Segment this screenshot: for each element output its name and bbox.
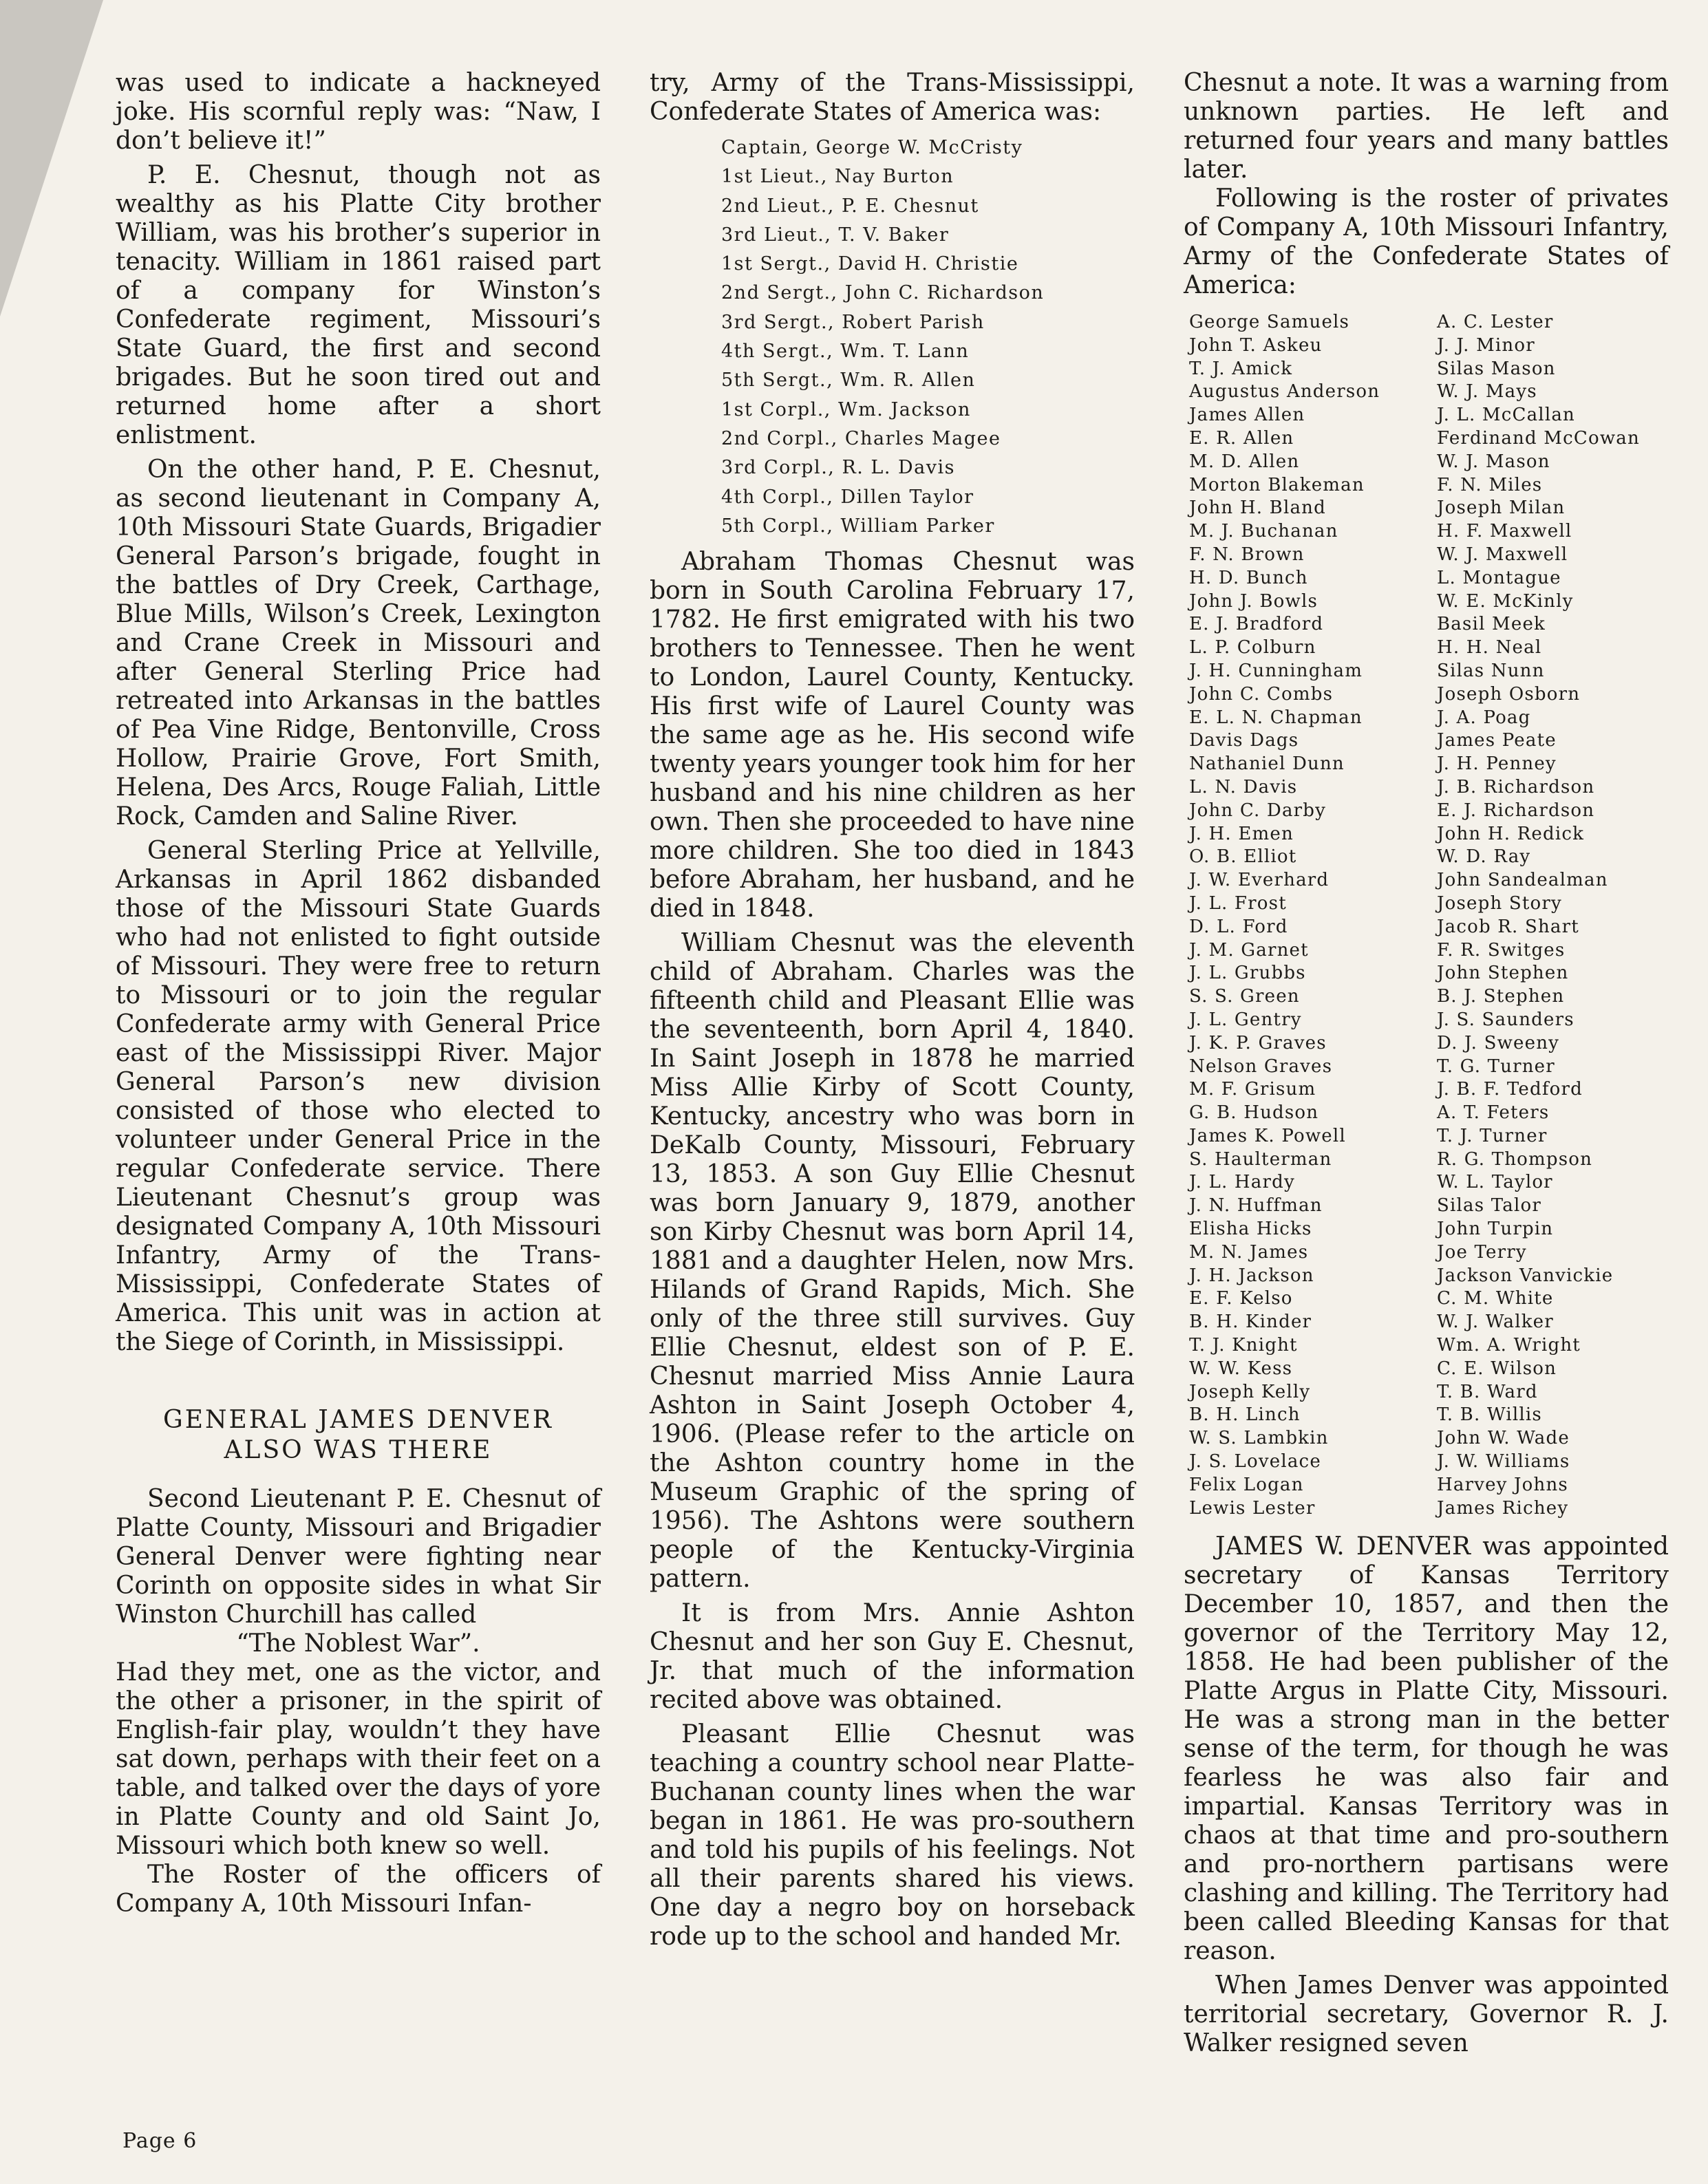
- roster-name: S. S. Green: [1189, 986, 1300, 1007]
- roster-name: J. A. Poag: [1437, 707, 1531, 728]
- roster-name: W. S. Lambkin: [1189, 1428, 1329, 1449]
- roster-name: J. K. P. Graves: [1189, 1032, 1327, 1053]
- roster-name: E. J. Richardson: [1437, 800, 1595, 821]
- roster-name: Joseph Osborn: [1437, 683, 1581, 705]
- paragraph: JAMES W. DENVER was appointed secretary of Kansas Territory December 10, 1857, and then the governor of the Territory May 12, 1858. He had been publisher of the Platte Argus in Platte City, Missouri. He was a strong man in the better sense of the term, for though he was fearless he was also fair and impartial. Kansas Territory was in chaos at that time and pro-southern and pro-northern partisans were clashing and killing. The Territory had been called Bleeding Kansas for that reason.: [1184, 1532, 1669, 1966]
- roster-name: T. G. Turner: [1437, 1056, 1555, 1077]
- text-column-3: [1184, 69, 1669, 2058]
- roster-name: Davis Dags: [1189, 730, 1299, 751]
- paragraph: It is from Mrs. Annie Ashton Chesnut and her son Guy E. Chesnut, Jr. that much of the information recited above was obtained.: [650, 1599, 1135, 1715]
- roster-name: J. B. Richardson: [1437, 776, 1595, 797]
- roster-name: A. C. Lester: [1437, 312, 1554, 332]
- roster-name: T. B. Ward: [1437, 1381, 1538, 1402]
- roster-name: Joseph Story: [1437, 892, 1562, 914]
- roster-name: J. H. Emen: [1189, 823, 1294, 844]
- roster-name: J. L. Hardy: [1189, 1172, 1295, 1193]
- roster-name: John C. Darby: [1189, 800, 1327, 821]
- spacer: [116, 1357, 601, 1405]
- roster-name: Jacob R. Shart: [1437, 916, 1579, 937]
- roster-name: W. D. Ray: [1437, 846, 1531, 868]
- roster-name: F. R. Switges: [1437, 939, 1566, 961]
- roster-name: R. G. Thompson: [1437, 1148, 1593, 1170]
- officer-entry: 3rd Corpl., R. L. Davis: [721, 457, 956, 479]
- roster-name: D. J. Sweeny: [1437, 1032, 1560, 1053]
- officer-entry: 1st Corpl., Wm. Jackson: [721, 398, 971, 420]
- roster-name: James Peate: [1437, 730, 1557, 751]
- roster-name: W. W. Kess: [1189, 1358, 1293, 1379]
- roster-name: John H. Bland: [1189, 497, 1326, 519]
- roster-name: John C. Combs: [1189, 683, 1334, 705]
- roster-name: Silas Talor: [1437, 1195, 1541, 1217]
- section-heading-line-1: GENERAL JAMES DENVER: [163, 1406, 553, 1434]
- roster-name: F. N. Miles: [1437, 474, 1543, 495]
- roster-name: James Allen: [1189, 405, 1305, 426]
- roster-name: W. E. McKinly: [1437, 590, 1574, 612]
- roster-name: J. H. Penney: [1437, 753, 1557, 775]
- paragraph: Pleasant Ellie Chesnut was teaching a country school near Platte-Buchanan county lines when the war began in 1861. He was pro-southern and told his pupils of his feelings. Not all their parents shared his views. One day a negro boy on horseback rode up to the school and handed Mr.: [650, 1720, 1135, 1951]
- roster-name: W. J. Maxwell: [1437, 544, 1568, 565]
- paragraph: try, Army of the Trans-Mississippi, Confederate States of America was:: [650, 69, 1135, 126]
- roster-name: E. R. Allen: [1189, 427, 1294, 449]
- roster-name: Silas Nunn: [1437, 660, 1545, 681]
- officer-entry: 2nd Lieut., P. E. Chesnut: [721, 195, 979, 217]
- roster-name: M. F. Grisum: [1189, 1079, 1316, 1100]
- roster-name: J. M. Garnet: [1189, 939, 1309, 961]
- roster-name: J. W. Everhard: [1189, 870, 1330, 891]
- roster-name: B. H. Kinder: [1189, 1312, 1312, 1333]
- roster-name: J. W. Williams: [1437, 1451, 1570, 1473]
- officer-entry: 3rd Sergt., Robert Parish: [721, 311, 985, 333]
- roster-name: Ferdinand McCowan: [1437, 427, 1640, 449]
- roster-name: Nelson Graves: [1189, 1056, 1333, 1077]
- roster-name: J. L. McCallan: [1437, 405, 1575, 426]
- roster-name: L. P. Colburn: [1189, 637, 1316, 659]
- roster-name: Joseph Kelly: [1189, 1381, 1311, 1402]
- roster-name: John J. Bowls: [1189, 590, 1319, 612]
- paragraph: When James Denver was appointed territorial secretary, Governor R. J. Walker resigned seven: [1184, 1971, 1669, 2058]
- officer-entry: 5th Sergt., Wm. R. Allen: [721, 370, 976, 392]
- paragraph: On the other hand, P. E. Chesnut, as second lieutenant in Company A, 10th Missouri State Guards, Brigadier General Parson’s brigade, fought in the battles of Dry Creek, Carthage, Blue Mills, Wilson’s Creek, Lexington and Crane Creek in Missouri and after General Sterling Price had retreated into Arkansas in the battles of Pea Vine Ridge, Bentonville, Cross Hollow, Prairie Grove, Fort Smith, Helena, Des Arcs, Rouge Faliah, Little Rock, Camden and Saline River.: [116, 456, 601, 831]
- roster-name: H. F. Maxwell: [1437, 521, 1572, 542]
- roster-name: John Turpin: [1437, 1219, 1554, 1240]
- roster-name: W. J. Mays: [1437, 381, 1537, 403]
- roster-name: Silas Mason: [1437, 358, 1556, 379]
- roster-name: C. E. Wilson: [1437, 1358, 1557, 1379]
- roster-name: W. J. Mason: [1437, 451, 1550, 472]
- roster-name: James Richey: [1437, 1497, 1569, 1519]
- paragraph: William Chesnut was the eleventh child of Abraham. Charles was the fifteenth child and Pleasant Ellie was the seventeenth, born April 4, 1840. In Saint Joseph in 1878 he married Miss Allie Kirby of Scott County, Kentucky, ancestry who was born in DeKalb County, Missouri, February 13, 1853. A son Guy Ellie Chesnut was born January 9, 1879, another son Kirby Chesnut was born April 14, 1881 and a daughter Helen, now Mrs. Hilands of Grand Rapids, Mich. She only of the three still survives. Guy Ellie Chesnut, eldest son of P. E. Chesnut married Miss Annie Laura Ashton in Saint Joseph October 4, 1906. (Please refer to the article on the Ashton country home in the Museum Graphic of the spring of 1956). The Ashtons were southern people of the Kentucky-Virginia pattern.: [650, 929, 1135, 1594]
- roster-name: John T. Askeu: [1189, 334, 1323, 356]
- roster-name: J. N. Huffman: [1189, 1195, 1323, 1217]
- roster-name: Augustus Anderson: [1189, 381, 1380, 403]
- roster-name: Nathaniel Dunn: [1189, 753, 1345, 775]
- roster-name: M. J. Buchanan: [1189, 521, 1338, 542]
- roster-name: James K. Powell: [1189, 1125, 1346, 1146]
- page-number: Page 6: [122, 2129, 198, 2153]
- roster-name: Joe Terry: [1437, 1241, 1527, 1263]
- roster-name: T. J. Turner: [1437, 1125, 1548, 1146]
- roster-name: Lewis Lester: [1189, 1497, 1316, 1519]
- text-column-2: [650, 69, 1135, 1951]
- paragraph: Following is the roster of privates of Company A, 10th Missouri Infantry, Army of the Confederate States of America:: [1184, 184, 1669, 299]
- officer-entry: 1st Sergt., David H. Christie: [721, 253, 1019, 275]
- roster-name: C. M. White: [1437, 1288, 1554, 1309]
- paragraph: was used to indicate a hackneyed joke. His scornful reply was: “Naw, I don’t believe it!”: [116, 69, 601, 155]
- roster-name: W. L. Taylor: [1437, 1172, 1553, 1193]
- paragraph: Had they met, one as the victor, and the other a prisoner, in the spirit of English-fair play, wouldn’t they have sat down, perhaps with their feet on a table, and talked over the days of yore in Platte County and old Saint Jo, Missouri which both knew so well.: [116, 1658, 601, 1860]
- roster-name: E. J. Bradford: [1189, 614, 1324, 635]
- roster-name: John H. Redick: [1437, 823, 1585, 844]
- roster-name: Basil Meek: [1437, 614, 1546, 635]
- officer-entry: 5th Corpl., William Parker: [721, 515, 995, 537]
- section-heading-line-2: ALSO WAS THERE: [224, 1436, 493, 1464]
- roster-name: J. H. Cunningham: [1189, 660, 1363, 681]
- roster-name: J. S. Saunders: [1437, 1009, 1574, 1030]
- roster-name: E. F. Kelso: [1189, 1288, 1293, 1309]
- roster-name: J. H. Jackson: [1189, 1265, 1314, 1286]
- roster-name: W. J. Walker: [1437, 1312, 1554, 1333]
- roster-name: F. N. Brown: [1189, 544, 1305, 565]
- officer-entry: 4th Sergt., Wm. T. Lann: [721, 341, 970, 363]
- roster-name: B. H. Linch: [1189, 1404, 1301, 1426]
- roster-name: J. L. Gentry: [1189, 1009, 1302, 1030]
- roster-name: Elisha Hicks: [1189, 1219, 1312, 1240]
- roster-name: J. L. Frost: [1189, 892, 1287, 914]
- paragraph: The Roster of the officers of Company A, 10th Missouri Infan-: [116, 1861, 601, 1918]
- roster-name: Morton Blakeman: [1189, 474, 1365, 495]
- roster-name: Jackson Vanvickie: [1437, 1265, 1614, 1286]
- roster-name: J. B. F. Tedford: [1437, 1079, 1583, 1100]
- text-column-1: [116, 69, 601, 1918]
- roster-name: S. Haulterman: [1189, 1148, 1332, 1170]
- roster-name: L. N. Davis: [1189, 776, 1298, 797]
- paragraph: General Sterling Price at Yellville, Arkansas in April 1862 disbanded those of the Missouri State Guards who had not enlisted to fight outside of Missouri. They were free to return to Missouri or to join the regular Confederate army with General Price east of the Mississippi River. Major General Parson’s new division consisted of those who elected to volunteer under General Price in the regular Confederate service. There Lieutenant Chesnut’s group was designated Company A, 10th Missouri Infantry, Army of the Trans-Mississippi, Confederate States of America. This unit was in action at the Siege of Corinth, in Mississippi.: [116, 837, 601, 1356]
- roster-name: Harvey Johns: [1437, 1474, 1568, 1495]
- roster-name: John W. Wade: [1437, 1428, 1570, 1449]
- privates-roster: [1189, 311, 1669, 1520]
- roster-name: A. T. Feters: [1437, 1102, 1550, 1124]
- paragraph: Chesnut a note. It was a warning from unknown parties. He left and returned four years and many battles later.: [1184, 69, 1669, 184]
- roster-name: D. L. Ford: [1189, 916, 1288, 937]
- roster-name: B. J. Stephen: [1437, 986, 1565, 1007]
- roster-name: E. L. N. Chapman: [1189, 707, 1363, 728]
- roster-name: Joseph Milan: [1437, 497, 1566, 519]
- roster-name: John Sandealman: [1437, 870, 1608, 891]
- roster-name: T. J. Amick: [1189, 358, 1293, 379]
- roster-name: M. D. Allen: [1189, 451, 1300, 472]
- paragraph: Abraham Thomas Chesnut was born in South Carolina February 17, 1782. He first emigrated with his two brothers to Tennessee. Then he went to London, Laurel County, Kentucky. His first wife of Laurel County was the same age as he. His second wife twenty years younger took him for her husband and his nine children as her own. Then she proceeded to have nine more children. She too died in 1843 before Abraham, her husband, and he died in 1848.: [650, 548, 1135, 923]
- roster-name: L. Montague: [1437, 567, 1561, 588]
- roster-name: M. N. James: [1189, 1241, 1309, 1263]
- roster-name: J. S. Lovelace: [1189, 1451, 1321, 1473]
- roster-name: T. B. Willis: [1437, 1404, 1542, 1426]
- roster-name: Felix Logan: [1189, 1474, 1304, 1495]
- officer-entry: Captain, George W. McCristy: [721, 137, 1023, 158]
- roster-name: J. L. Grubbs: [1189, 963, 1306, 984]
- officer-entry: 2nd Corpl., Charles Magee: [721, 427, 1001, 449]
- paragraph: Second Lieutenant P. E. Chesnut of Platte County, Missouri and Brigadier General Denver were fighting near Corinth on opposite sides in what Sir Winston Churchill has called: [116, 1485, 601, 1629]
- officer-entry: 1st Lieut., Nay Burton: [721, 166, 954, 188]
- roster-name: Wm. A. Wright: [1437, 1335, 1581, 1356]
- roster-name: J. J. Minor: [1437, 334, 1535, 356]
- page-fold-shadow: [0, 0, 103, 317]
- officer-entry: 4th Corpl., Dillen Taylor: [721, 486, 974, 508]
- officer-roster: [721, 133, 1135, 541]
- officer-entry: 2nd Sergt., John C. Richardson: [721, 282, 1045, 304]
- roster-name: G. B. Hudson: [1189, 1102, 1319, 1124]
- roster-name: H. D. Bunch: [1189, 567, 1308, 588]
- officer-entry: 3rd Lieut., T. V. Baker: [721, 224, 950, 246]
- roster-name: George Samuels: [1189, 312, 1350, 332]
- roster-name: John Stephen: [1437, 963, 1569, 984]
- roster-name: T. J. Knight: [1189, 1335, 1298, 1356]
- roster-name: O. B. Elliot: [1189, 846, 1297, 868]
- roster-name: H. H. Neal: [1437, 637, 1542, 659]
- paragraph: P. E. Chesnut, though not as wealthy as his Platte City brother William, was his brother’s superior in tenacity. William in 1861 raised part of a company for Winston’s Confederate regiment, Missouri’s State Guard, the first and second brigades. But he soon tired out and returned home after a short enlistment.: [116, 161, 601, 449]
- spacer: [116, 1466, 601, 1479]
- quote-line: “The Noblest War”.: [236, 1629, 480, 1658]
